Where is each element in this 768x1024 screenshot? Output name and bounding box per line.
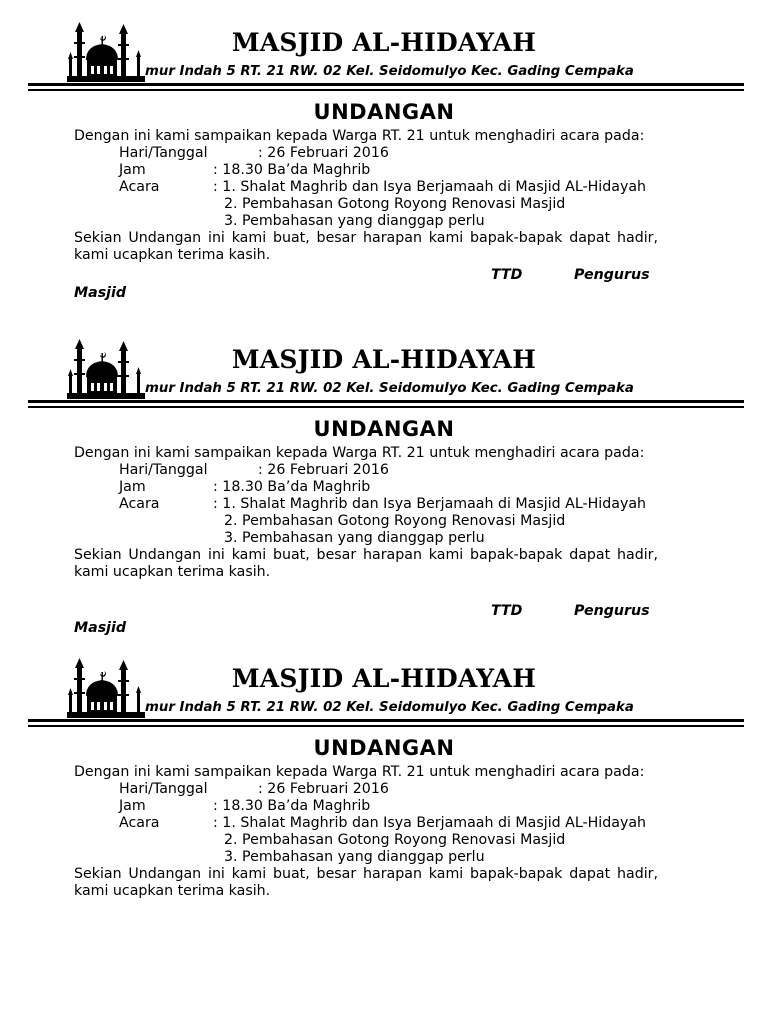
mosque-name: MASJID AL-HIDAYAH [231,345,537,374]
event-item-3: 3. Pembahasan yang dianggap perlu [224,530,485,546]
time-label: Jam [119,479,146,495]
event-item-2: 2. Pembahasan Gotong Royong Renovasi Masjid [224,832,566,848]
event-item-1: : 1. Shalat Maghrib dan Isya Berjamaah di Masjid AL-Hidayah [213,496,647,512]
event-item-3: 3. Pembahasan yang dianggap perlu [224,849,485,865]
signature-ttd: TTD [491,603,523,619]
date-value: : 26 Februari 2016 [258,462,389,478]
closing-text: Sekian Undangan ini kami buat, besar harapan kami bapak-bapak dapat hadir, kami ucapkan terima kasih. [74,866,658,899]
mosque-name: MASJID AL-HIDAYAH [231,664,537,693]
header-divider-thick [28,400,744,403]
signature-ttd: TTD [491,267,523,283]
event-item-1: : 1. Shalat Maghrib dan Isya Berjamaah di Masjid AL-Hidayah [213,179,647,195]
signature-masjid: Masjid [74,285,127,301]
mosque-address: mur Indah 5 RT. 21 RW. 02 Kel. Seidomulyo Kec. Gading Cempaka [145,64,634,79]
invitation-heading: UNDANGAN [313,417,455,441]
header-divider-thin [28,406,744,408]
time-label: Jam [119,162,146,178]
closing-text: Sekian Undangan ini kami buat, besar harapan kami bapak-bapak dapat hadir, kami ucapkan terima kasih. [74,230,658,263]
invitation-heading: UNDANGAN [313,100,455,124]
date-label: Hari/Tanggal [119,781,208,797]
invitation-heading: UNDANGAN [313,736,455,760]
signature-pengurus: Pengurus [574,603,650,619]
event-label: Acara [119,179,160,195]
event-item-2: 2. Pembahasan Gotong Royong Renovasi Masjid [224,513,566,529]
intro-text: Dengan ini kami sampaikan kepada Warga RT. 21 untuk menghadiri acara pada: [74,764,645,780]
mosque-address: mur Indah 5 RT. 21 RW. 02 Kel. Seidomulyo Kec. Gading Cempaka [145,381,634,396]
intro-text: Dengan ini kami sampaikan kepada Warga RT. 21 untuk menghadiri acara pada: [74,128,645,144]
time-label: Jam [119,798,146,814]
signature-masjid: Masjid [74,620,127,636]
header-divider-thick [28,83,744,86]
header-divider-thick [28,719,744,722]
header-divider-thin [28,725,744,727]
date-value: : 26 Februari 2016 [258,145,389,161]
date-label: Hari/Tanggal [119,145,208,161]
event-item-3: 3. Pembahasan yang dianggap perlu [224,213,485,229]
mosque-address: mur Indah 5 RT. 21 RW. 02 Kel. Seidomulyo Kec. Gading Cempaka [145,700,634,715]
time-value: : 18.30 Ba’da Maghrib [213,162,371,178]
closing-text: Sekian Undangan ini kami buat, besar harapan kami bapak-bapak dapat hadir, kami ucapkan terima kasih. [74,547,658,580]
header-divider-thin [28,89,744,91]
invitation-card-1 [0,20,768,310]
event-label: Acara [119,496,160,512]
intro-text: Dengan ini kami sampaikan kepada Warga RT. 21 untuk menghadiri acara pada: [74,445,645,461]
invitation-card-3 [0,656,768,906]
date-label: Hari/Tanggal [119,462,208,478]
date-value: : 26 Februari 2016 [258,781,389,797]
time-value: : 18.30 Ba’da Maghrib [213,479,371,495]
signature-pengurus: Pengurus [574,267,650,283]
event-label: Acara [119,815,160,831]
invitation-card-2 [0,337,768,637]
mosque-name: MASJID AL-HIDAYAH [231,28,537,57]
event-item-2: 2. Pembahasan Gotong Royong Renovasi Masjid [224,196,566,212]
event-item-1: : 1. Shalat Maghrib dan Isya Berjamaah di Masjid AL-Hidayah [213,815,647,831]
time-value: : 18.30 Ba’da Maghrib [213,798,371,814]
